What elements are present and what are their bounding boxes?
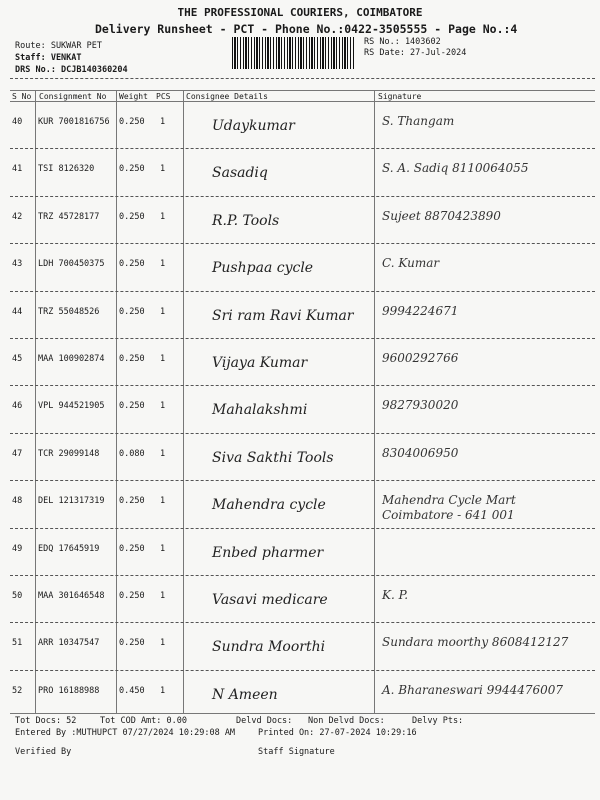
row-consignment-no: TRZ 45728177: [38, 211, 100, 222]
row-pcs: 1: [160, 638, 166, 649]
row-consignment-no: DEL 121317319: [38, 496, 105, 507]
row-divider: [10, 196, 595, 197]
col-header-consignment: Consignment No: [39, 92, 107, 101]
row-signature-handwritten: 9994224671: [382, 303, 459, 318]
row-consignee-handwritten: Sasadiq: [212, 165, 268, 182]
row-consignee-handwritten: Sri ram Ravi Kumar: [212, 307, 354, 324]
col-header-weight: Weight: [119, 92, 148, 101]
row-sno: 41: [12, 164, 23, 175]
total-cod-amount: Tot COD Amt: 0.00: [100, 716, 187, 726]
row-consignee-handwritten: N Ameen: [212, 686, 278, 703]
row-pcs: 1: [160, 164, 166, 175]
row-signature-handwritten: S. A. Sadiq 8110064055: [382, 161, 529, 176]
row-sno: 52: [12, 685, 23, 696]
row-weight: 0.250: [119, 496, 145, 507]
row-consignee-handwritten: Sundra Moorthi: [212, 639, 326, 656]
row-sno: 47: [12, 448, 23, 459]
row-consignee-handwritten: Siva Sakthi Tools: [212, 449, 334, 466]
row-consignment-no: PRO 16188988: [38, 685, 100, 696]
row-consignee-handwritten: Mahalakshmi: [212, 402, 308, 419]
row-consignment-no: MAA 301646548: [38, 591, 105, 601]
row-pcs: 1: [160, 448, 166, 459]
row-consignment-no: TRZ 55048526: [38, 306, 100, 317]
document-subtitle: Delivery Runsheet - PCT - Phone No.:0422-3505555 - Page No.:4: [95, 22, 518, 36]
row-divider: [10, 385, 595, 386]
row-sno: 45: [12, 354, 23, 364]
row-divider: [10, 291, 595, 292]
row-divider: [10, 338, 595, 339]
row-signature-handwritten: Sujeet 8870423890: [382, 208, 501, 223]
row-weight: 0.250: [119, 211, 145, 222]
row-consignee-handwritten: Enbed pharmer: [212, 544, 324, 561]
row-weight: 0.250: [119, 259, 145, 270]
row-pcs: 1: [160, 685, 166, 696]
row-consignment-no: KUR 7001816756: [38, 117, 110, 127]
row-consignee-handwritten: R.P. Tools: [212, 212, 280, 229]
staff-signature-label: Staff Signature: [258, 747, 335, 757]
route-label: Route: SUKWAR PET: [15, 41, 102, 51]
verified-by-label: Verified By: [15, 747, 72, 757]
row-pcs: 1: [160, 354, 166, 364]
row-signature-handwritten: S. Thangam: [382, 114, 455, 128]
column-divider: [183, 91, 184, 713]
row-signature-handwritten: C. Kumar: [382, 256, 440, 271]
row-weight: 0.250: [119, 306, 145, 317]
row-sno: 46: [12, 401, 23, 412]
row-signature-handwritten: 9827930020: [382, 398, 459, 413]
row-divider: [10, 575, 595, 576]
row-pcs: 1: [160, 543, 166, 554]
row-signature-handwritten: 8304006950: [382, 445, 459, 460]
non-delivered-docs: Non Delvd Docs:: [308, 716, 385, 726]
row-sno: 48: [12, 496, 23, 507]
row-pcs: 1: [160, 259, 166, 270]
row-divider: [10, 528, 595, 529]
total-docs: Tot Docs: 52: [15, 716, 77, 726]
row-weight: 0.080: [119, 448, 145, 459]
row-consignment-no: TCR 29099148: [38, 448, 100, 459]
row-consignee-handwritten: Mahendra cycle: [212, 497, 326, 514]
entered-by: Entered By :MUTHUPCT 07/27/2024 10:29:08 AM: [15, 728, 236, 738]
row-weight: 0.250: [119, 638, 145, 649]
row-divider: [10, 670, 595, 671]
col-header-pcs: PCS: [156, 92, 171, 101]
row-signature-handwritten: K. P.: [382, 588, 409, 602]
row-pcs: 1: [160, 306, 166, 317]
staff-label: Staff: VENKAT: [15, 53, 82, 63]
row-pcs: 1: [160, 591, 166, 601]
row-sno: 42: [12, 211, 23, 222]
column-divider: [35, 91, 36, 713]
row-consignee-handwritten: Vasavi medicare: [212, 592, 328, 608]
row-weight: 0.250: [119, 591, 145, 601]
printed-on: Printed On: 27-07-2024 10:29:16: [258, 728, 417, 738]
row-consignment-no: MAA 100902874: [38, 354, 105, 364]
row-consignment-no: LDH 700450375: [38, 259, 105, 270]
row-sno: 51: [12, 638, 23, 649]
row-consignee-handwritten: Pushpaa cycle: [212, 260, 314, 277]
row-signature-handwritten: A. Bharaneswari 9944476007: [382, 682, 564, 697]
row-divider: [10, 480, 595, 481]
col-header-consignee: Consignee Details: [186, 92, 268, 101]
document-title: THE PROFESSIONAL COURIERS, COIMBATORE: [177, 6, 423, 19]
row-weight: 0.450: [119, 685, 145, 696]
row-sno: 43: [12, 259, 23, 270]
col-header-sno: S No: [12, 92, 32, 101]
row-signature-handwritten: 9600292766: [382, 351, 459, 365]
row-consignee-handwritten: Udaykumar: [212, 118, 295, 134]
header-divider: [10, 78, 595, 79]
header-bottom-rule: [10, 101, 595, 102]
row-pcs: 1: [160, 211, 166, 222]
row-pcs: 1: [160, 496, 166, 507]
row-weight: 0.250: [119, 354, 145, 364]
row-sno: 49: [12, 543, 23, 554]
row-weight: 0.250: [119, 164, 145, 175]
table-bottom-rule: [10, 713, 595, 714]
col-header-signature: Signature: [378, 92, 422, 101]
row-divider: [10, 622, 595, 623]
delivery-points: Delvy Pts:: [412, 716, 464, 726]
row-pcs: 1: [160, 401, 166, 412]
row-weight: 0.250: [119, 117, 145, 127]
row-signature-handwritten: Sundara moorthy 8608412127: [382, 635, 569, 650]
row-divider: [10, 148, 595, 149]
row-sno: 50: [12, 591, 23, 601]
rs-date: RS Date: 27-Jul-2024: [364, 48, 467, 58]
row-consignment-no: ARR 10347547: [38, 638, 100, 649]
rs-number: RS No.: 1403602: [364, 37, 441, 47]
row-sno: 40: [12, 117, 23, 127]
row-consignment-no: VPL 944521905: [38, 401, 105, 412]
delivered-docs: Delvd Docs:: [236, 716, 293, 726]
row-consignment-no: EDQ 17645919: [38, 543, 100, 554]
row-consignment-no: TSI 8126320: [38, 164, 95, 175]
row-divider: [10, 433, 595, 434]
table-top-rule: [10, 90, 595, 91]
barcode-image: [232, 37, 354, 69]
row-consignee-handwritten: Vijaya Kumar: [212, 355, 308, 371]
row-pcs: 1: [160, 117, 166, 127]
column-divider: [116, 91, 117, 713]
drs-number: DRS No.: DCJB140360204: [15, 65, 128, 75]
row-divider: [10, 243, 595, 244]
row-weight: 0.250: [119, 401, 145, 412]
row-signature-handwritten: Mahendra Cycle Mart Coimbatore - 641 001: [382, 493, 516, 523]
row-sno: 44: [12, 306, 23, 317]
row-weight: 0.250: [119, 543, 145, 554]
column-divider: [374, 91, 375, 713]
